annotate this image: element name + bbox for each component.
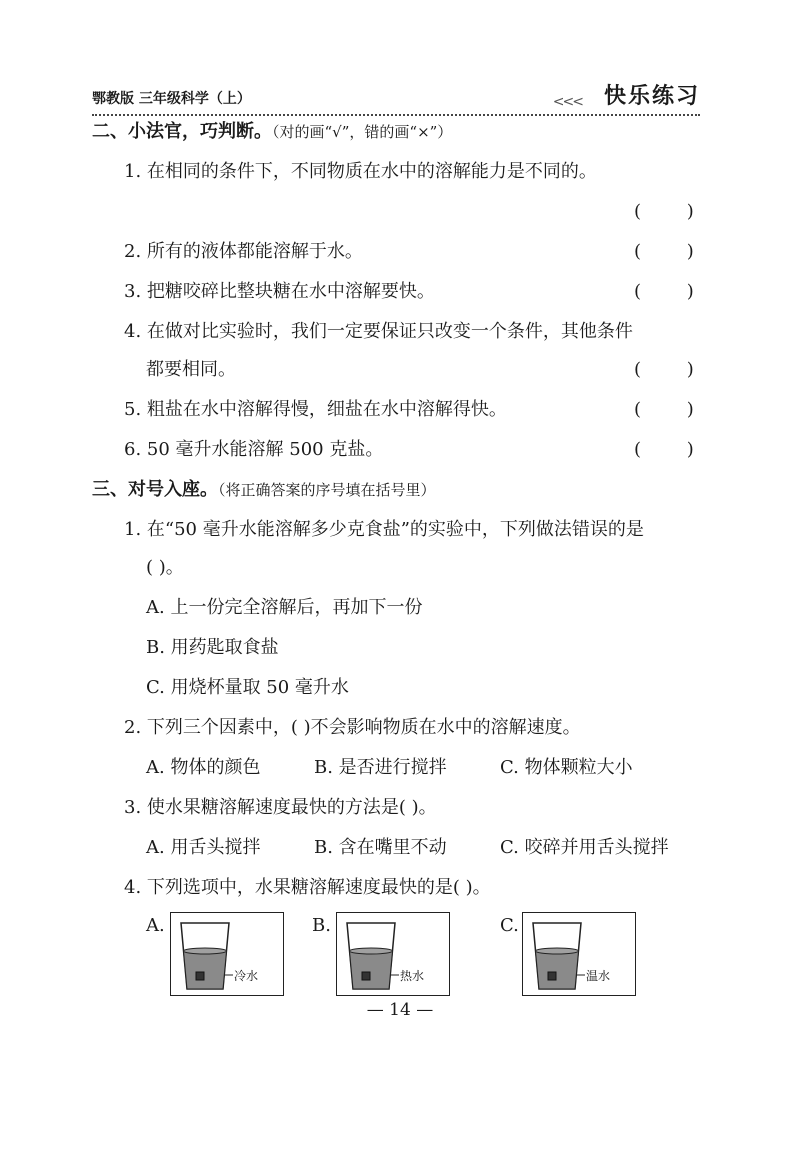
s2-answer-6[interactable]: ( ) (634, 439, 694, 460)
s3-q2-option-b: B. 是否进行搅拌 (314, 757, 447, 778)
s2-answer-3[interactable]: ( ) (634, 281, 694, 302)
s2-answer-5[interactable]: ( ) (634, 399, 694, 420)
s2-item-2: 2. 所有的液体都能溶解于水。 (124, 241, 363, 262)
section2-title: 二、小法官，巧判断。 (92, 121, 272, 142)
s3-q3-option-c: C. 咬碎并用舌头搅拌 (500, 837, 669, 858)
s3-q4: 4. 下列选项中，水果糖溶解速度最快的是( )。 (124, 877, 491, 898)
section-label: 快乐练习 (603, 84, 700, 109)
cup-option-b[interactable] (336, 912, 450, 996)
s2-item-5: 5. 粗盐在水中溶解得慢，细盐在水中溶解得快。 (124, 399, 507, 420)
s3-q1-answer[interactable]: ( )。 (146, 557, 184, 578)
s3-q2-option-a: A. 物体的颜色 (146, 757, 261, 778)
s2-answer-1[interactable]: ( ) (634, 201, 694, 222)
cold-water-cup-icon (171, 913, 283, 995)
s2-answer-4[interactable]: ( ) (634, 359, 694, 380)
cup-option-c-letter: C. (500, 915, 519, 936)
chevron-icon: <<< (552, 94, 582, 110)
s2-item-1: 1. 在相同的条件下，不同物质在水中的溶解能力是不同的。 (124, 161, 597, 182)
cup-option-b-letter: B. (312, 915, 331, 936)
s3-q1-option-b: B. 用药匙取食盐 (146, 637, 279, 658)
s3-q1-option-c: C. 用烧杯量取 50 毫升水 (146, 677, 349, 698)
cup-option-a[interactable] (170, 912, 284, 996)
page-number: — 14 — (366, 1000, 434, 1020)
cup-a-label: 冷水 (234, 969, 259, 983)
s3-q1-option-a: A. 上一份完全溶解后，再加下一份 (146, 597, 423, 618)
book-title: 鄂教版 三年级科学（上） (92, 91, 251, 107)
cup-option-c[interactable] (522, 912, 636, 996)
s2-answer-2[interactable]: ( ) (634, 241, 694, 262)
section2-note: （对的画“√”，错的画“×”） (272, 123, 453, 141)
page-header (92, 78, 700, 116)
cup-option-a-letter: A. (146, 915, 165, 936)
s3-q2-option-c: C. 物体颗粒大小 (500, 757, 633, 778)
s2-item-4: 4. 在做对比实验时，我们一定要保证只改变一个条件，其他条件 (124, 321, 633, 342)
s3-q3-option-b: B. 含在嘴里不动 (314, 837, 447, 858)
s3-q3: 3. 使水果糖溶解速度最快的方法是( )。 (124, 797, 437, 818)
s2-item-3: 3. 把糖咬碎比整块糖在水中溶解要快。 (124, 281, 435, 302)
cup-b-label: 热水 (400, 969, 425, 983)
s3-q2: 2. 下列三个因素中，( )不会影响物质在水中的溶解速度。 (124, 717, 581, 738)
hot-water-cup-icon (337, 913, 449, 995)
s3-q3-option-a: A. 用舌头搅拌 (146, 837, 261, 858)
section3-heading (92, 478, 436, 502)
warm-water-cup-icon (523, 913, 635, 995)
cup-c-label: 温水 (586, 969, 611, 983)
s3-q1: 1. 在“50 毫升水能溶解多少克食盐”的实验中，下列做法错误的是 (124, 519, 644, 540)
section2-heading (92, 120, 452, 144)
section3-note: （将正确答案的序号填在括号里） (218, 481, 436, 499)
s2-item-6: 6. 50 毫升水能溶解 500 克盐。 (124, 439, 384, 460)
s2-item-4-cont: 都要相同。 (146, 359, 236, 380)
section3-title: 三、对号入座。 (92, 479, 218, 500)
